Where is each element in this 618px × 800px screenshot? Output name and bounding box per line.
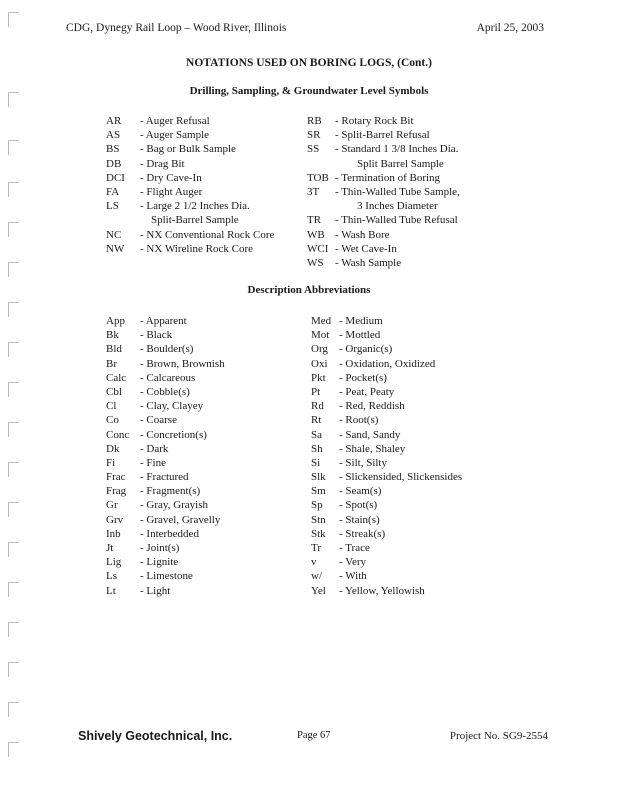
- abbreviation-description: - Joint(s): [140, 542, 180, 554]
- footer-company-name: Shively Geotechnical, Inc.: [78, 729, 233, 743]
- abbreviation-description: - Wash Bore: [335, 228, 390, 241]
- abbreviation-code: AS: [106, 129, 121, 142]
- abbreviation-row: [106, 513, 225, 527]
- abbreviation-row: [106, 484, 225, 498]
- abbreviation-row: [106, 171, 274, 185]
- binding-mark: [8, 662, 19, 677]
- abbreviation-description: - Wash Sample: [335, 256, 402, 269]
- abbreviation-description: - Dark: [140, 442, 169, 455]
- abbreviation-code: Ls: [106, 570, 117, 583]
- abbreviation-description: - Light: [140, 584, 171, 597]
- binding-mark: [8, 342, 19, 357]
- binding-mark: [8, 262, 19, 277]
- abbreviation-row: [311, 342, 462, 356]
- abbreviation-row: [307, 128, 460, 142]
- abbreviation-code: Yel: [311, 584, 326, 597]
- binding-mark: [8, 222, 19, 237]
- binding-mark: [8, 182, 19, 197]
- abbreviation-row: [106, 442, 225, 456]
- abbreviation-description: - Very: [339, 556, 366, 569]
- abbreviation-row: [106, 541, 225, 555]
- abbreviation-code: Jt: [106, 542, 114, 554]
- abbreviation-code: Lig: [106, 556, 122, 569]
- abbreviation-code: Frac: [106, 471, 126, 484]
- abbreviation-row: [311, 555, 462, 569]
- abbreviation-row: [307, 228, 460, 242]
- abbreviation-row: [106, 199, 274, 213]
- binding-edge: [0, 0, 34, 800]
- abbreviation-code: Si: [311, 456, 321, 469]
- abbreviation-code: DCI: [106, 171, 125, 184]
- abbreviation-row: [106, 357, 225, 371]
- abbreviation-code: Calc: [106, 371, 127, 384]
- abbreviation-row: [106, 114, 274, 128]
- binding-mark: [8, 302, 19, 317]
- abbreviation-row: [307, 142, 460, 156]
- binding-mark: [8, 140, 19, 155]
- abbreviation-code: Cl: [106, 400, 117, 413]
- abbreviation-row: [106, 185, 274, 199]
- abbreviation-description: - Dry Cave-In: [140, 171, 202, 184]
- abbreviation-description: - Gray, Grayish: [140, 499, 209, 512]
- binding-mark: [8, 502, 19, 517]
- abbreviation-row: [106, 328, 225, 342]
- abbreviation-row: [106, 413, 225, 427]
- abbreviation-row: [106, 584, 225, 598]
- abbreviation-code: App: [106, 315, 125, 327]
- abbreviation-row: [106, 213, 274, 227]
- abbreviation-code: Org: [311, 343, 328, 356]
- abbreviation-description: - Brown, Brownish: [140, 357, 225, 370]
- abbreviation-code: v: [311, 556, 317, 569]
- abbreviation-row: [307, 242, 460, 256]
- abbreviation-code: SS: [307, 143, 320, 156]
- abbreviation-code: Pt: [311, 385, 321, 398]
- binding-mark: [8, 702, 19, 717]
- abbreviation-description: - Seam(s): [339, 485, 382, 498]
- abbreviation-code: Cbl: [106, 385, 122, 398]
- abbreviation-description: - Fragment(s): [140, 485, 201, 498]
- abbreviation-description: - Organic(s): [339, 343, 393, 356]
- abbreviation-description: - Drag Bit: [140, 157, 185, 170]
- abbreviation-row: [106, 470, 225, 484]
- abbreviation-description: - Thin-Walled Tube Refusal: [335, 214, 458, 227]
- section-title-drilling: Drilling, Sampling, & Groundwater Level Symbols: [189, 85, 429, 97]
- abbreviation-row: [311, 442, 462, 456]
- abbreviation-row: [106, 399, 225, 413]
- abbreviation-row: [311, 513, 462, 527]
- abbreviation-code: Gr: [106, 499, 118, 512]
- abbreviation-description: - Black: [140, 329, 173, 342]
- abbreviation-description: - With: [339, 570, 367, 583]
- abbreviation-code: Bk: [106, 329, 119, 342]
- abbreviation-row: [311, 456, 462, 470]
- binding-mark: [8, 742, 19, 757]
- abbreviation-description: - Root(s): [339, 414, 379, 427]
- abbreviation-code: WB: [307, 228, 325, 241]
- abbreviation-row: [307, 171, 460, 185]
- abbreviation-code: Dk: [106, 442, 120, 455]
- abbreviation-description: - Limestone: [140, 570, 193, 583]
- abbreviation-code: Oxi: [311, 357, 328, 370]
- abbreviation-code: [106, 213, 140, 227]
- abbreviation-row: [106, 342, 225, 356]
- abbreviation-code: FA: [106, 185, 120, 198]
- abbreviation-code: WCI: [307, 242, 329, 255]
- abbreviation-description: - Oxidation, Oxidized: [339, 357, 436, 370]
- abbreviation-row: [307, 256, 460, 270]
- drilling-symbols-right-column: [307, 114, 460, 270]
- binding-mark: [8, 462, 19, 477]
- abbreviation-row: [311, 357, 462, 371]
- abbreviation-description: - Stain(s): [339, 513, 380, 526]
- abbreviation-description: - Peat, Peaty: [339, 385, 395, 398]
- header-date: April 25, 2003: [476, 22, 544, 34]
- abbreviation-code: Stn: [311, 513, 326, 526]
- abbreviation-description: - Rotary Rock Bit: [335, 115, 414, 127]
- abbreviation-description: - Thin-Walled Tube Sample,: [335, 185, 460, 198]
- abbreviation-description: - Red, Reddish: [339, 400, 405, 413]
- abbreviation-description: - Coarse: [140, 414, 177, 427]
- abbreviation-code: Sa: [311, 428, 322, 441]
- abbreviation-description: 3 Inches Diameter: [335, 200, 438, 213]
- abbreviation-description: Split Barrel Sample: [335, 157, 444, 170]
- abbreviation-row: [106, 555, 225, 569]
- abbreviation-code: Stk: [311, 527, 326, 540]
- abbreviation-code: TR: [307, 214, 322, 227]
- abbreviation-row: [311, 385, 462, 399]
- abbreviation-description: - Medium: [339, 315, 383, 327]
- abbreviation-code: AR: [106, 115, 122, 127]
- abbreviation-code: Sh: [311, 442, 323, 455]
- binding-mark: [8, 582, 19, 597]
- abbreviation-row: [311, 484, 462, 498]
- binding-mark: [8, 622, 19, 637]
- abbreviation-code: Bld: [106, 343, 122, 356]
- abbreviation-description: - Cobble(s): [140, 385, 190, 398]
- abbreviation-code: TOB: [307, 171, 329, 184]
- abbreviation-description: Split-Barrel Sample: [140, 214, 239, 227]
- abbreviation-code: 3T: [307, 185, 320, 198]
- abbreviation-code: Sm: [311, 485, 326, 498]
- page-title: NOTATIONS USED ON BORING LOGS, (Cont.): [186, 57, 432, 69]
- abbreviation-code: BS: [106, 143, 120, 156]
- abbreviation-description: - Spot(s): [339, 499, 378, 512]
- abbreviation-row: [307, 114, 460, 128]
- abbreviation-code: SR: [307, 129, 321, 142]
- abbreviation-row: [106, 242, 274, 256]
- abbreviation-row: [311, 584, 462, 598]
- abbreviation-code: NW: [106, 242, 125, 255]
- abbreviation-row: [311, 371, 462, 385]
- abbreviation-code: Slk: [311, 471, 326, 484]
- abbreviation-row: [311, 541, 462, 555]
- abbreviation-description: - Auger Sample: [140, 129, 210, 142]
- abbreviation-row: [311, 428, 462, 442]
- abbreviation-description: - Streak(s): [339, 527, 386, 540]
- abbreviation-description: - Split-Barrel Refusal: [335, 129, 430, 142]
- abbreviation-description: - Shale, Shaley: [339, 442, 406, 455]
- abbreviation-code: Lt: [106, 584, 116, 597]
- abbreviation-description: - Calcareous: [140, 371, 196, 384]
- abbreviation-row: [106, 456, 225, 470]
- abbreviation-row: [307, 157, 460, 171]
- abbreviation-code: DB: [106, 157, 122, 170]
- footer-page-number: Page 67: [297, 730, 331, 741]
- abbreviation-description: - Concretion(s): [140, 428, 207, 441]
- abbreviation-row: [307, 199, 460, 213]
- abbreviation-code: WS: [307, 256, 324, 269]
- drilling-symbols-left-column: [106, 114, 274, 256]
- abbreviation-description: - Termination of Boring: [335, 171, 441, 184]
- abbreviation-description: - Apparent: [140, 315, 187, 327]
- abbreviation-row: [311, 569, 462, 583]
- abbreviation-row: [106, 428, 225, 442]
- abbreviation-code: Pkt: [311, 371, 326, 384]
- abbreviation-row: [311, 328, 462, 342]
- abbreviation-row: [307, 213, 460, 227]
- abbreviation-description: - Bag or Bulk Sample: [140, 143, 236, 156]
- abbreviation-description: - Slickensided, Slickensides: [339, 471, 463, 484]
- abbreviation-row: [106, 228, 274, 242]
- binding-mark: [8, 12, 19, 27]
- footer-project-number: Project No. SG9-2554: [449, 730, 548, 742]
- abbreviation-description: - Standard 1 3/8 Inches Dia.: [335, 143, 459, 156]
- abbreviation-code: w/: [311, 570, 322, 583]
- abbreviation-row: [106, 527, 225, 541]
- abbreviation-code: Inb: [106, 527, 121, 540]
- abbreviation-row: [106, 128, 274, 142]
- description-abbreviations-left-column: [106, 314, 225, 598]
- abbreviation-description: - Pocket(s): [339, 371, 387, 384]
- abbreviation-description: - Mottled: [339, 329, 381, 342]
- abbreviation-description: - Fine: [140, 456, 166, 469]
- abbreviation-description: - Gravel, Gravelly: [140, 513, 221, 526]
- abbreviation-row: [311, 498, 462, 512]
- section-title-description: Description Abbreviations: [247, 284, 371, 296]
- abbreviation-row: [106, 142, 274, 156]
- abbreviation-code: Med: [311, 315, 332, 327]
- abbreviation-code: Co: [106, 414, 119, 427]
- abbreviation-code: Mot: [311, 329, 330, 342]
- abbreviation-code: Grv: [106, 513, 124, 526]
- abbreviation-description: - NX Wireline Rock Core: [140, 242, 253, 255]
- abbreviation-row: [106, 157, 274, 171]
- abbreviation-row: [311, 399, 462, 413]
- abbreviation-description: - Yellow, Yellowish: [339, 584, 425, 597]
- abbreviation-row: [106, 385, 225, 399]
- abbreviation-code: Conc: [106, 428, 130, 441]
- abbreviation-description: - Lignite: [140, 556, 179, 569]
- abbreviation-description: - Trace: [339, 542, 370, 554]
- abbreviation-row: [311, 470, 462, 484]
- abbreviation-code: Fi: [106, 456, 116, 469]
- abbreviation-description: - Boulder(s): [140, 343, 194, 356]
- abbreviation-description: - Fractured: [140, 471, 189, 484]
- abbreviation-row: [307, 185, 460, 199]
- abbreviation-code: Sp: [311, 499, 323, 512]
- abbreviation-description: - Large 2 1/2 Inches Dia.: [140, 200, 250, 213]
- abbreviation-description: - Sand, Sandy: [339, 428, 401, 441]
- abbreviation-row: [106, 371, 225, 385]
- abbreviation-description: - Auger Refusal: [140, 115, 210, 127]
- abbreviation-row: [106, 569, 225, 583]
- abbreviation-description: - Wet Cave-In: [335, 242, 397, 255]
- binding-mark: [8, 382, 19, 397]
- abbreviation-code: Rt: [311, 414, 322, 427]
- binding-mark: [8, 422, 19, 437]
- abbreviation-row: [311, 527, 462, 541]
- abbreviation-description: - Clay, Clayey: [140, 400, 204, 413]
- abbreviation-description: - NX Conventional Rock Core: [140, 228, 275, 241]
- abbreviation-code: Br: [106, 357, 117, 370]
- abbreviation-code: NC: [106, 228, 122, 241]
- abbreviation-code: Tr: [311, 542, 321, 554]
- abbreviation-code: LS: [106, 200, 119, 213]
- binding-mark: [8, 542, 19, 557]
- header-location: CDG, Dynegy Rail Loop – Wood River, Illinois: [66, 22, 287, 34]
- abbreviation-description: - Interbedded: [140, 527, 199, 540]
- abbreviation-row: [311, 314, 462, 328]
- abbreviation-description: - Flight Auger: [140, 185, 203, 198]
- description-abbreviations-right-column: [311, 314, 462, 598]
- abbreviation-description: - Silt, Silty: [339, 456, 387, 469]
- abbreviation-code: Rd: [311, 400, 324, 413]
- abbreviation-row: [106, 498, 225, 512]
- abbreviation-code: [307, 199, 335, 213]
- abbreviation-row: [311, 413, 462, 427]
- abbreviation-code: Frag: [106, 485, 127, 498]
- abbreviation-code: [307, 157, 335, 171]
- abbreviation-row: [106, 314, 225, 328]
- abbreviation-code: RB: [307, 115, 322, 127]
